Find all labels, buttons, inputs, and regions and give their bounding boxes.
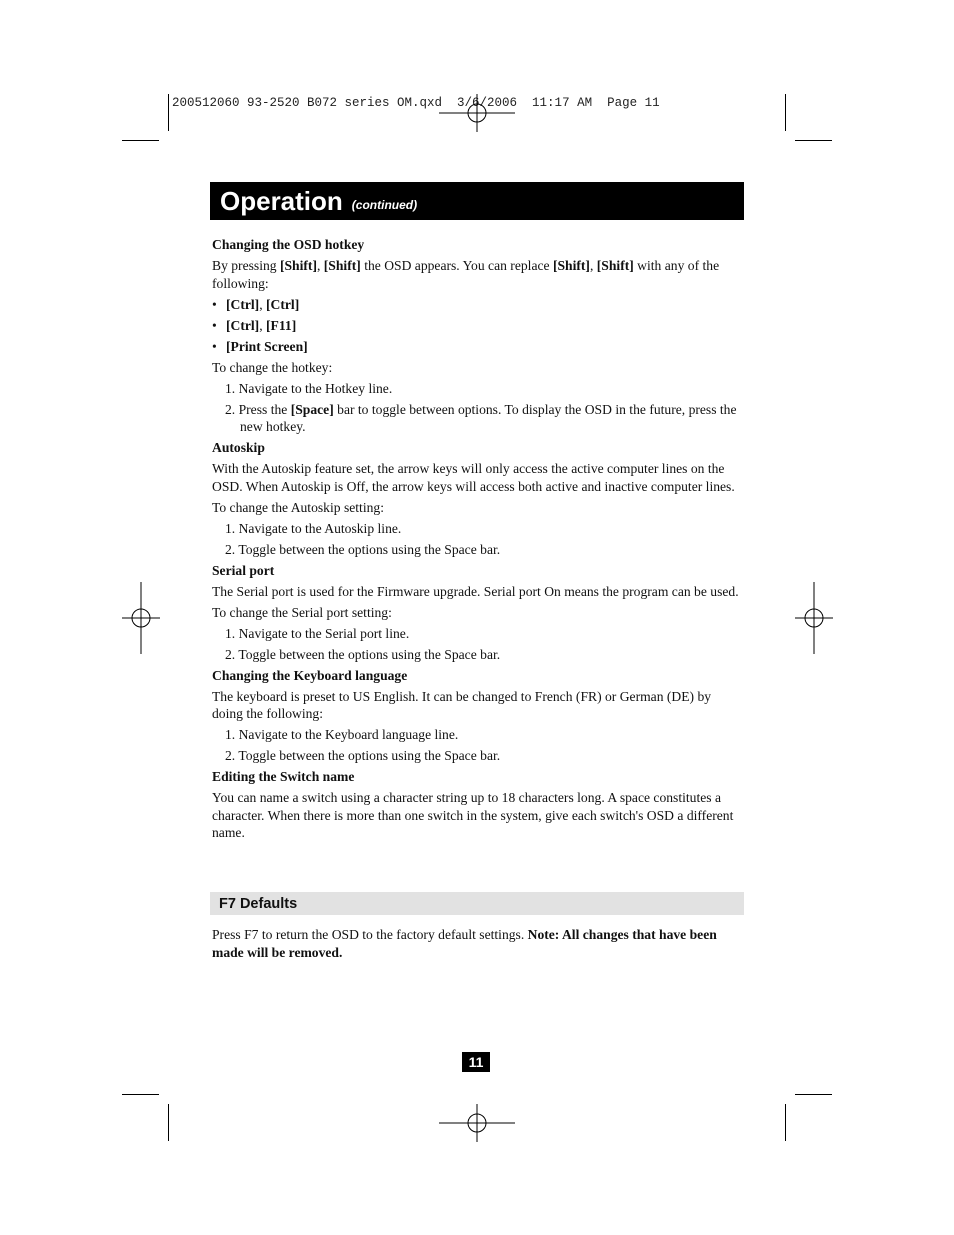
- serial-step: 1. Navigate to the Serial port line.: [225, 625, 410, 641]
- text-run: By pressing: [212, 258, 280, 273]
- text-run: 2. Press the: [225, 401, 291, 417]
- text-run: ,: [259, 317, 267, 333]
- text-run: the OSD appears. You can replace: [360, 258, 553, 273]
- key-label: [Space]: [290, 401, 334, 417]
- crop-mark: [168, 94, 169, 131]
- switchname-body: You can name a switch using a character string up to 18 characters long. A space constitutes a character. When there is more than one switch in the system, give each switch's OSD a different name.: [212, 790, 734, 840]
- f7-note: Note: All changes that have been made will be removed.: [212, 927, 717, 960]
- section-header: [210, 182, 744, 220]
- hotkey-option: [212, 317, 744, 335]
- autoskip-to-change: To change the Autoskip setting:: [212, 499, 384, 515]
- main-content: [212, 236, 744, 845]
- serial-to-change: To change the Serial port setting:: [212, 604, 392, 620]
- key-label: [Print Screen]: [226, 338, 308, 354]
- registration-mark-icon: [793, 580, 835, 656]
- key-label: [Shift]: [552, 258, 590, 273]
- key-label: [Ctrl]: [226, 317, 260, 333]
- keyboard-step: 2. Toggle between the options using the Space bar.: [225, 748, 501, 763]
- hotkey-option: [212, 338, 744, 356]
- hotkey-to-change: To change the hotkey:: [212, 359, 333, 375]
- text-run: Press F7 to return the OSD to the factory default settings.: [212, 927, 528, 942]
- text-run: bar to toggle between options. To display the OSD in the future, press the new hotkey.: [240, 401, 737, 434]
- crop-mark: [795, 1094, 832, 1095]
- serial-step: 2. Toggle between the options using the Space bar.: [225, 646, 501, 662]
- registration-mark-icon: [120, 580, 162, 656]
- text-run: ,: [589, 258, 597, 273]
- crop-mark: [168, 1104, 169, 1141]
- hotkey-step: 1. Navigate to the Hotkey line.: [225, 380, 393, 396]
- f7-heading: F7 Defaults: [210, 892, 744, 915]
- keyboard-body: The keyboard is preset to US English. It can be changed to French (FR) or German (DE) by doing the following:: [212, 688, 712, 721]
- keyboard-heading: Changing the Keyboard language: [212, 667, 408, 683]
- text-run: with any of the following:: [212, 258, 720, 291]
- keyboard-step: 1. Navigate to the Keyboard language line.: [225, 727, 459, 742]
- autoskip-body: With the Autoskip feature set, the arrow keys will only access the active computer lines on the OSD. When Autoskip is Off, the arrow keys will access both active and inactive computer lines.: [212, 461, 735, 494]
- text-run: ,: [259, 296, 267, 312]
- registration-mark-icon: [437, 92, 517, 134]
- serial-heading: Serial port: [212, 562, 275, 578]
- f7-body: [212, 926, 744, 961]
- printer-slug: 200512060 93-2520 B072 series OM.qxd 3/6/2006 11:17 AM Page 11: [172, 96, 660, 110]
- registration-mark-icon: [437, 1102, 517, 1144]
- hotkey-intro: [212, 257, 744, 292]
- switchname-heading: Editing the Switch name: [212, 769, 355, 784]
- key-label: [Shift]: [279, 258, 317, 273]
- crop-mark: [785, 94, 786, 131]
- serial-body: The Serial port is used for the Firmware upgrade. Serial port On means the program can be used.: [212, 583, 739, 599]
- hotkey-heading: Changing the OSD hotkey: [212, 237, 365, 252]
- crop-mark: [785, 1104, 786, 1141]
- key-label: [Shift]: [323, 258, 361, 273]
- key-label: [Ctrl]: [266, 296, 300, 312]
- autoskip-step: 2. Toggle between the options using the Space bar.: [225, 541, 501, 557]
- page-number: 11: [462, 1052, 490, 1072]
- text-run: ,: [316, 258, 324, 273]
- hotkey-step: [212, 401, 744, 436]
- continued-label: (continued): [351, 198, 418, 212]
- crop-mark: [122, 1094, 159, 1095]
- autoskip-heading: Autoskip: [212, 440, 265, 455]
- page-title: Operation: [220, 185, 343, 216]
- key-label: [Ctrl]: [226, 296, 260, 312]
- crop-mark: [122, 140, 159, 141]
- hotkey-option: [212, 296, 744, 314]
- key-label: [Shift]: [596, 258, 634, 273]
- crop-mark: [795, 140, 832, 141]
- key-label: [F11]: [266, 317, 297, 333]
- autoskip-step: 1. Navigate to the Autoskip line.: [225, 520, 402, 536]
